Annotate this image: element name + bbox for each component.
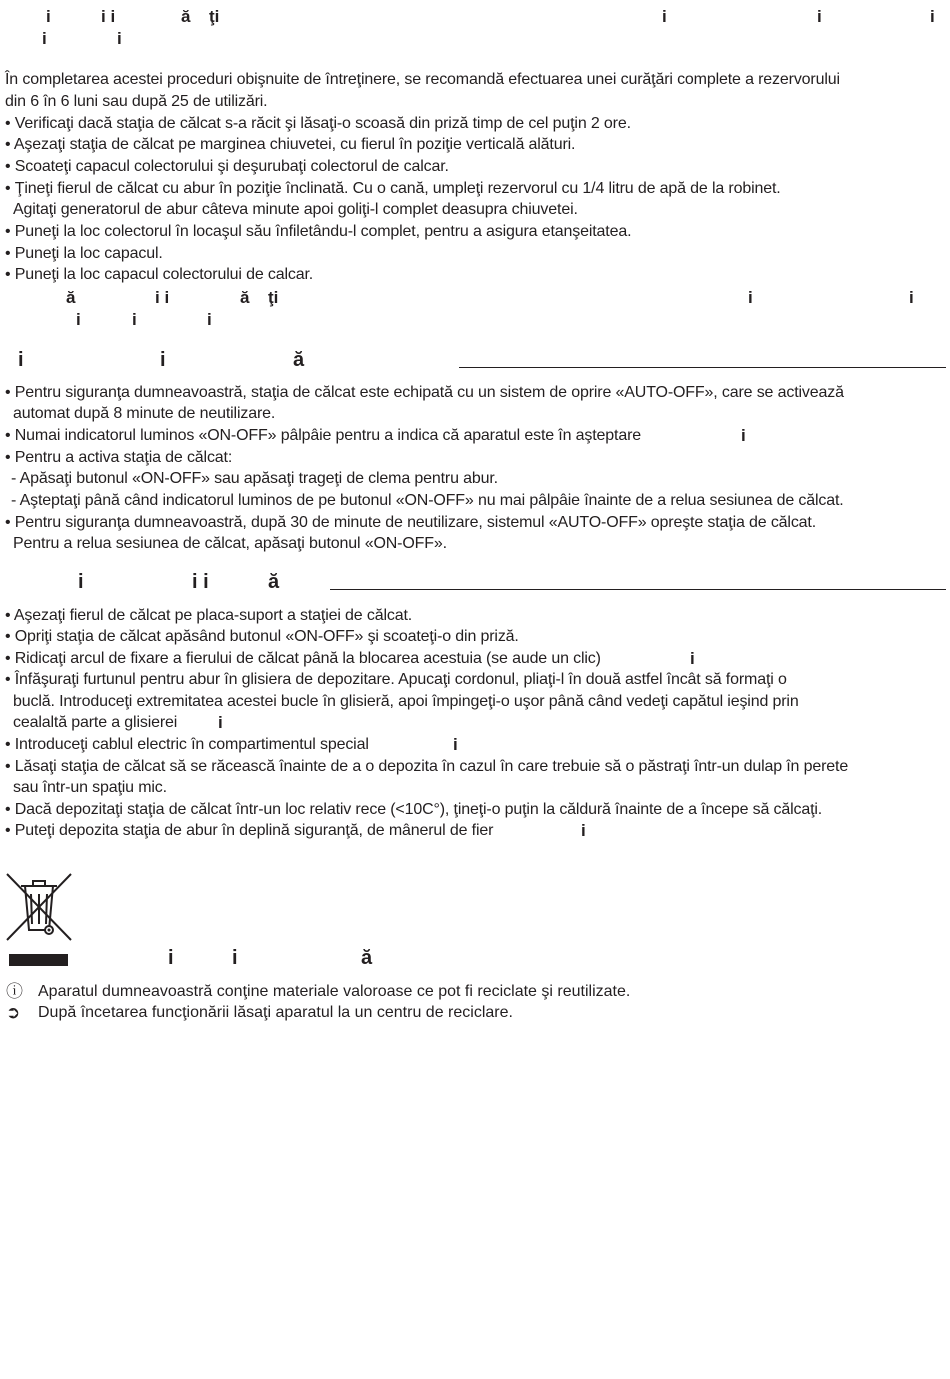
section-heading-fragment: i (78, 571, 84, 593)
caption-fragment: i (76, 310, 81, 329)
header-fragment: i i (101, 7, 116, 26)
section-heading-fragment: i (168, 947, 174, 969)
info-icon: ⓘ (6, 982, 23, 1001)
list-item-continued: automat după 8 minute de neutilizare. (13, 405, 276, 422)
figure-ref-fragment: i (453, 735, 458, 754)
header-fragment: i (42, 29, 47, 48)
section-rule (459, 367, 946, 368)
figure-ref-fragment: i (741, 426, 746, 445)
bin-underline-bar (9, 954, 68, 966)
list-item-continued: buclă. Introduceţi extremitatea acestei bucle în glisieră, apoi împingeţi-o uşor până când vedeţi capătul ieşind prin (13, 693, 799, 710)
list-item-continued: Pentru a relua sesiunea de călcat, apăsaţi butonul «ON-OFF». (13, 535, 447, 552)
section-heading-fragment: i (232, 947, 238, 969)
list-item: • Scoateţi capacul colectorului şi deşurubaţi colectorul de calcar. (5, 158, 449, 175)
section-heading-fragment: i i (192, 571, 209, 593)
list-item-continued: Agitaţi generatorul de abur câteva minute apoi goliţi-l complet deasupra chiuvetei. (13, 201, 578, 218)
section-heading-fragment: i (160, 349, 166, 371)
header-fragment: i (117, 29, 122, 48)
note-text: După încetarea funcţionării lăsaţi aparatul la un centru de reciclare. (38, 1004, 513, 1021)
list-item: • Opriţi staţia de călcat apăsând butonul «ON-OFF» şi scoateţi-o din priză. (5, 628, 519, 645)
list-item: • Numai indicatorul luminos «ON-OFF» pâlpâie pentru a indica că aparatul este în aşteptare (5, 427, 641, 444)
caption-fragment: i (132, 310, 137, 329)
section-heading-fragment: i (18, 349, 24, 371)
section-heading-fragment: ă (293, 349, 305, 371)
list-item: • Introduceţi cablul electric în compartimentul special (5, 736, 369, 753)
caption-fragment: ă (240, 288, 250, 307)
caption-fragment: i (909, 288, 914, 307)
list-item: • Aşezaţi staţia de călcat pe marginea chiuvetei, cu fierul în poziţie verticală alături. (5, 136, 576, 153)
list-item: • Pentru siguranţa dumneavoastră, după 30 de minute de neutilizare, sistemul «AUTO-OFF» opreşte staţia de călcat. (5, 514, 817, 531)
header-fragment: i (817, 7, 822, 26)
paragraph-line: În completarea acestei proceduri obişnuite de întreţinere, se recomandă efectuarea unei curăţări complete a rezervorului (5, 71, 840, 88)
section-heading-fragment: ă (268, 571, 280, 593)
list-item: • Puneţi la loc capacul colectorului de calcar. (5, 266, 314, 283)
list-item: • Puneţi la loc colectorul în locaşul său înfiletându-l complet, pentru a asigura etanşeitatea. (5, 223, 632, 240)
section-heading-fragment: ă (361, 947, 373, 969)
list-item: • Ţineţi fierul de călcat cu abur în poziţie înclinată. Cu o cană, umpleţi rezervorul cu 1/4 litru de apă de la robinet. (5, 180, 781, 197)
header-fragment: ă (181, 7, 191, 26)
header-fragment: i (46, 7, 51, 26)
section-rule (330, 589, 946, 590)
caption-fragment: ă (66, 288, 76, 307)
list-item-continued: cealaltă parte a glisierei (13, 714, 178, 731)
arrow-right-icon: ➲ (6, 1003, 21, 1022)
list-item: • Puneţi la loc capacul. (5, 245, 163, 262)
figure-ref-fragment: i (690, 649, 695, 668)
caption-fragment: i (748, 288, 753, 307)
paragraph-line: din 6 în 6 luni sau după 25 de utilizări. (5, 93, 268, 110)
note-text: Aparatul dumneavoastră conţine materiale valoroase ce pot fi reciclate şi reutilizate. (38, 983, 631, 1000)
list-item: • Pentru a activa staţia de călcat: (5, 449, 233, 466)
list-item: • Verificaţi dacă staţia de călcat s-a răcit şi lăsaţi-o scoasă din priză timp de cel puţin 2 ore. (5, 115, 631, 132)
list-item: • Pentru siguranţa dumneavoastră, staţia de călcat este echipată cu un sistem de oprire «AUTO-OFF», care se activează (5, 384, 844, 401)
list-item: • Dacă depozitaţi staţia de călcat într-un loc relativ rece (<10C°), ţineţi-o puţin la căldură înainte de a începe să călcaţi. (5, 801, 823, 818)
caption-fragment: ţi (268, 288, 279, 307)
header-fragment: i (930, 7, 935, 26)
sub-list-item: - Apăsaţi butonul «ON-OFF» sau apăsaţi trageţi de clema pentru abur. (11, 470, 498, 487)
list-item: • Înfăşuraţi furtunul pentru abur în glisiera de depozitare. Apucaţi cordonul, pliaţi-l în două astfel încât să formaţi o (5, 671, 787, 688)
header-fragment: i (662, 7, 667, 26)
crossed-out-wheelie-bin-icon (5, 872, 73, 942)
sub-list-item: - Aşteptaţi până când indicatorul luminos de pe butonul «ON-OFF» nu mai pâlpâie înainte de a relua sesiunea de călcat. (11, 492, 844, 509)
figure-ref-fragment: i (218, 713, 223, 732)
list-item: • Lăsaţi staţia de călcat să se răcească înainte de a o depozita în cazul în care trebuie să o păstraţi într-un dulap în perete (5, 758, 849, 775)
list-item: • Aşezaţi fierul de călcat pe placa-suport a staţiei de călcat. (5, 607, 413, 624)
list-item: • Puteţi depozita staţia de abur în deplină siguranţă, de mânerul de fier (5, 822, 494, 839)
list-item-continued: sau într-un spaţiu mic. (13, 779, 167, 796)
caption-fragment: i i (155, 288, 170, 307)
header-fragment: ţi (209, 7, 220, 26)
caption-fragment: i (207, 310, 212, 329)
list-item: • Ridicaţi arcul de fixare a fierului de călcat până la blocarea acestuia (se aude un clic) (5, 650, 601, 667)
figure-ref-fragment: i (581, 821, 586, 840)
